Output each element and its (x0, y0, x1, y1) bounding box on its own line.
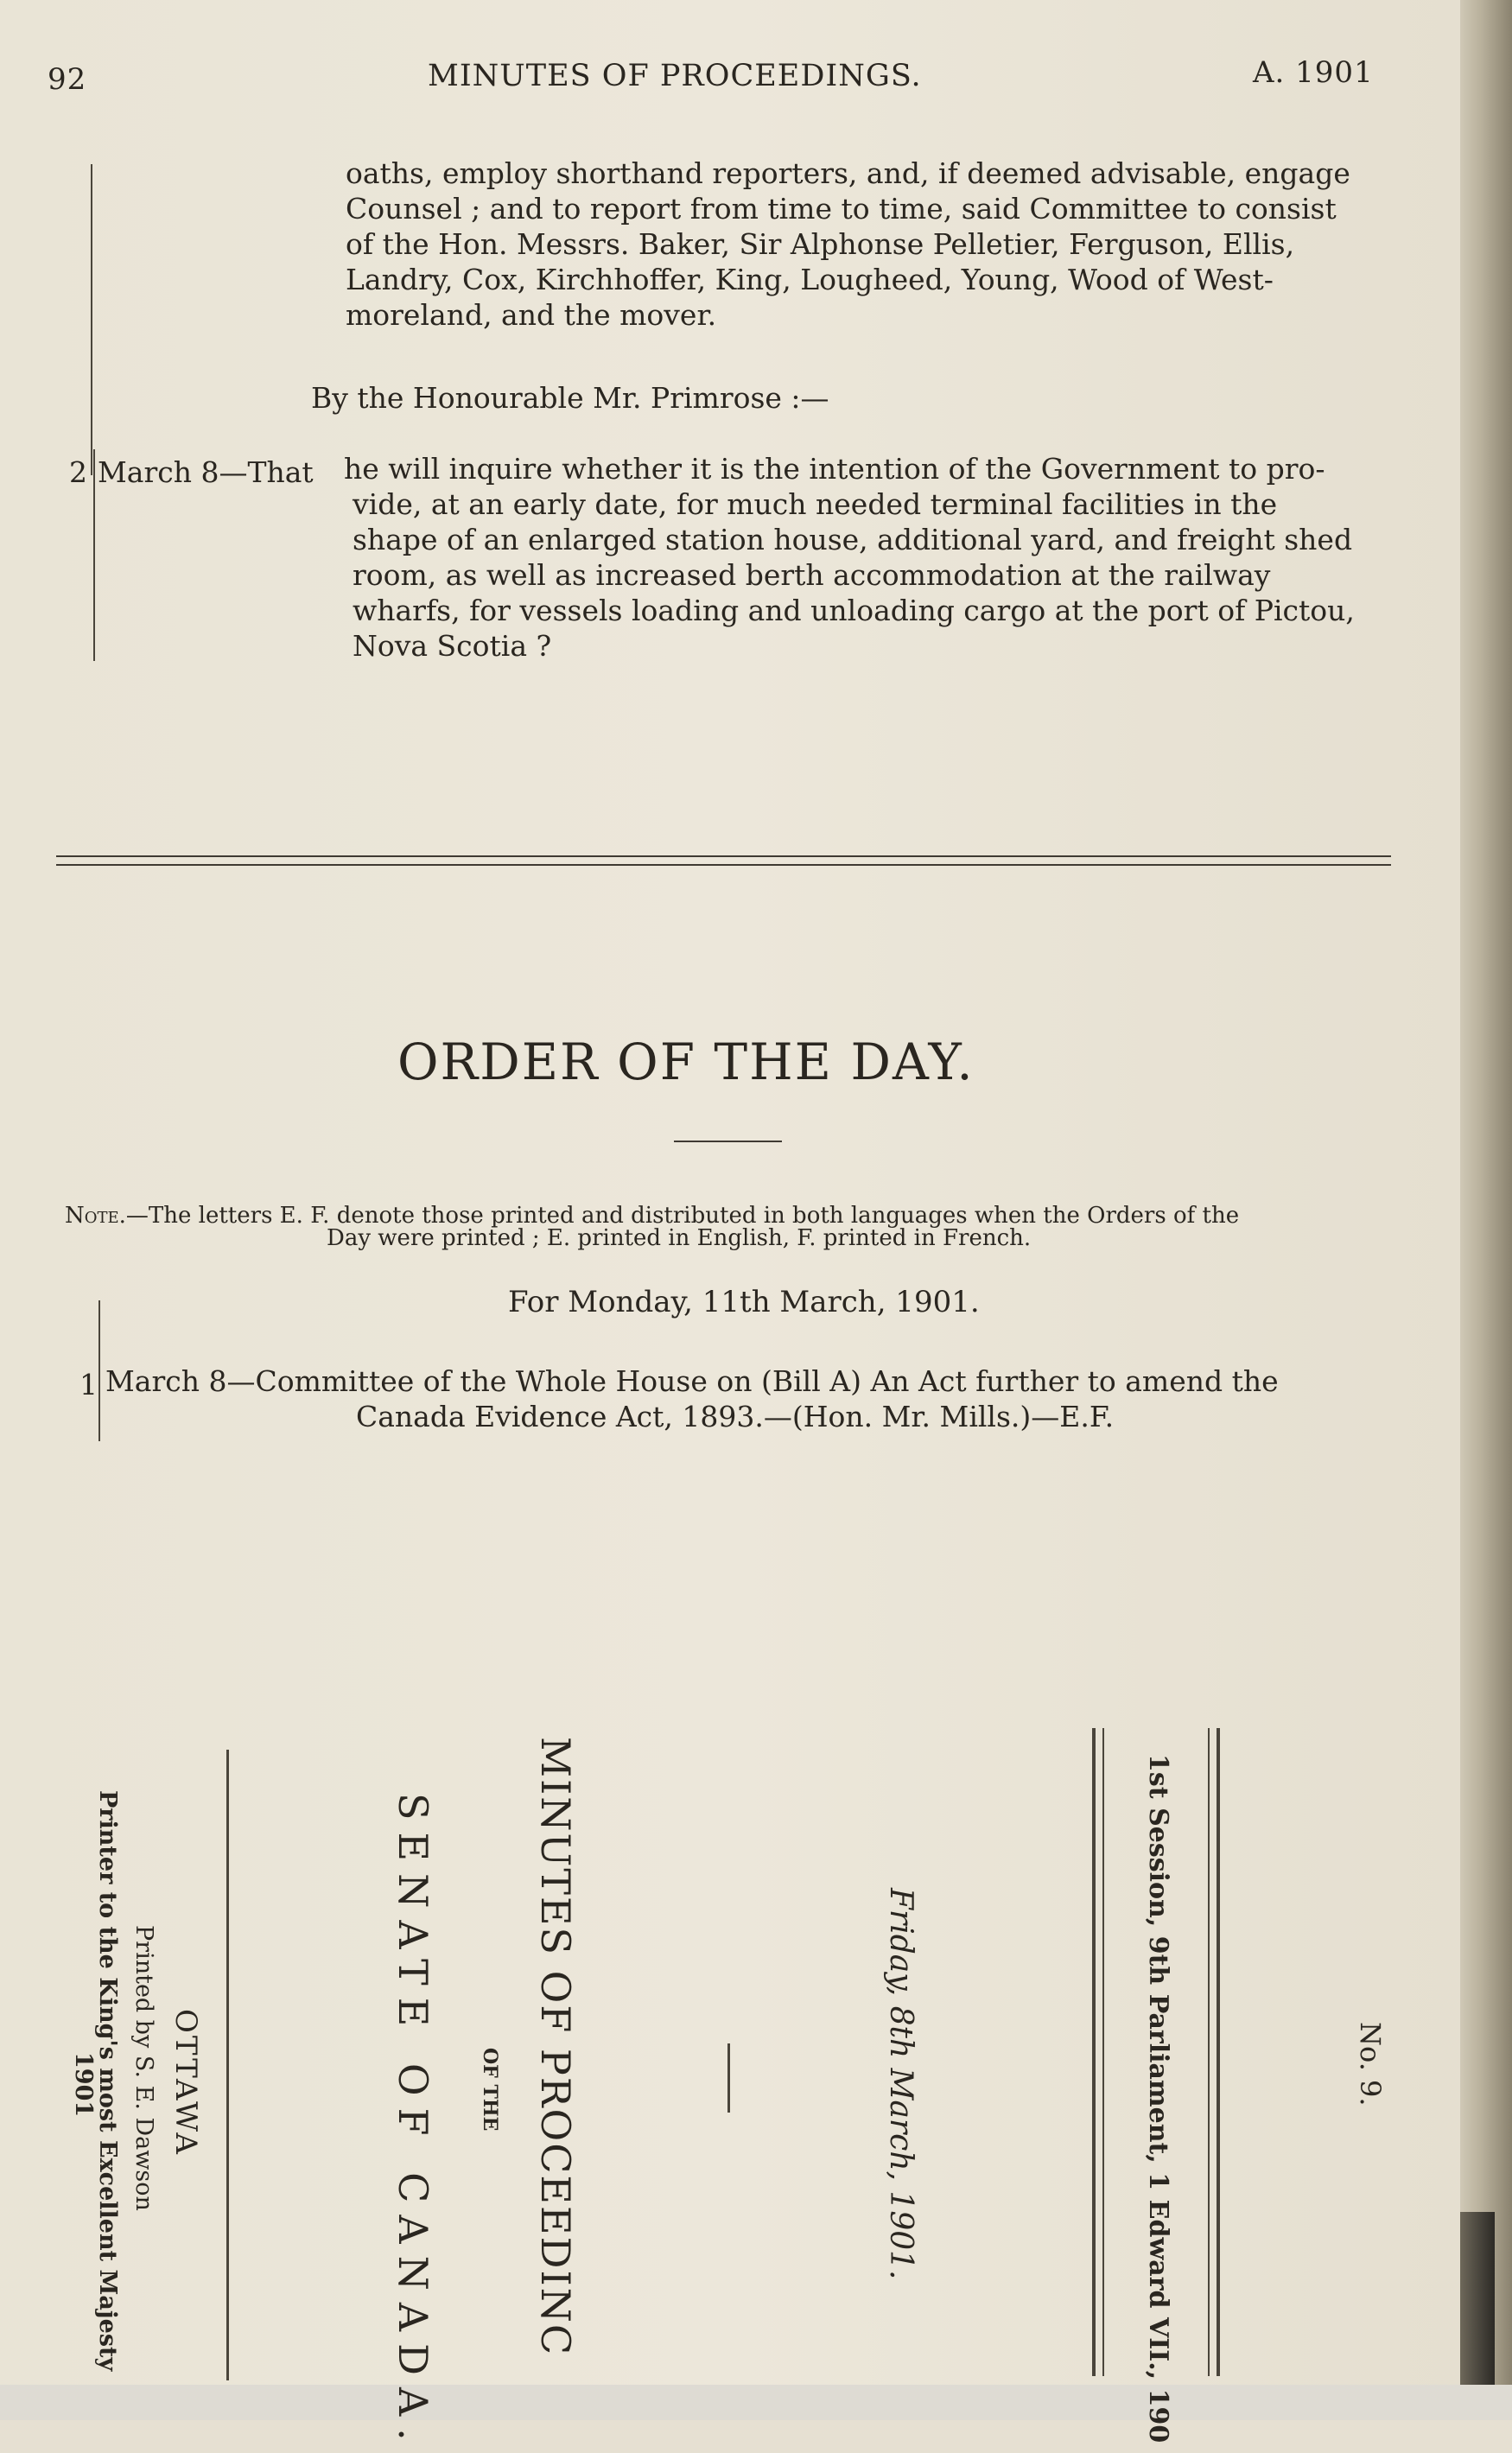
heading-rule (674, 1141, 782, 1142)
page-number: 92 (48, 62, 87, 97)
primrose-line: vide, at an early date, for much needed terminal facilities in the (353, 487, 1278, 521)
scan-bottom-strip (0, 2385, 1512, 2420)
cover-date: Friday, 8th March, 1901. (883, 1888, 918, 2280)
primrose-date: March 8—That (98, 455, 314, 489)
cover-of-the: OF THE (479, 2048, 501, 2132)
primrose-line: room, as well as increased berth accommodation at the railway (353, 558, 1271, 592)
primrose-first-line: he will inquire whether it is the intention of the Government to pro- (344, 452, 1325, 486)
item-line-1: March 8—Committee of the Whole House on (Bill A) An Act further to amend the (105, 1364, 1279, 1398)
primrose-by-line: By the Honourable Mr. Primrose :— (311, 381, 829, 415)
motion-line: Landry, Cox, Kirchhoffer, King, Lougheed, Young, Wood of West- (346, 263, 1274, 296)
motion-line: oaths, employ shorthand reporters, and, if deemed advisable, engage (346, 156, 1350, 190)
cover-printed-by: Printed by S. E. Dawson (130, 1925, 157, 2211)
page-edge (1460, 0, 1512, 2420)
note-label: Note. (65, 1203, 126, 1229)
note-text: —The letters E. F. denote those printed and distributed in both languages when the Orders of the (125, 1203, 1240, 1229)
cover-rule-right (1217, 1728, 1220, 2376)
cover-printer-to: Printer to the King's most Excellent Majesty (94, 1790, 121, 2372)
cover-session: 1st Session, 9th Parliament, 1 Edward VII., 190 (1143, 1754, 1173, 2443)
motion-line: Counsel ; and to report from time to time, said Committee to consist (346, 192, 1337, 226)
cover-title: MINUTES OF PROCEEDINC (532, 1737, 579, 2357)
cover-year: 1901 (70, 2052, 97, 2118)
item-line-2: Canada Evidence Act, 1893.—(Hon. Mr. Mills.)—E.F. (356, 1400, 1115, 1433)
motion-line: moreland, and the mover. (346, 298, 717, 332)
motion-line: of the Hon. Messrs. Baker, Sir Alphonse Pelletier, Ferguson, Ellis, (346, 227, 1295, 261)
primrose-line: Nova Scotia ? (353, 629, 552, 663)
section-rule-top (56, 855, 1391, 857)
item-number: 1 (79, 1368, 98, 1401)
cover-rule-right-thin (1208, 1728, 1210, 2376)
for-date: For Monday, 11th March, 1901. (508, 1285, 980, 1319)
year-code: A. 1901 (1253, 55, 1374, 90)
primrose-number: 2 (69, 455, 87, 489)
margin-rule (91, 164, 92, 475)
primrose-line: wharfs, for vessels loading and unloading cargo at the port of Pictou, (353, 594, 1355, 627)
page-title: MINUTES OF PROCEEDINGS. (428, 59, 922, 93)
cover-number: No. 9. (1354, 2022, 1387, 2107)
section-rule-bottom (56, 864, 1391, 866)
cover-rule-left-thin (1102, 1728, 1104, 2376)
note-line-2: Day were printed ; E. printed in English, F. printed in French. (327, 1225, 1032, 1251)
margin-rule (93, 449, 95, 661)
order-heading: ORDER OF THE DAY. (397, 1033, 975, 1091)
cover-city: OTTAWA (168, 2009, 203, 2157)
primrose-line: shape of an enlarged station house, additional yard, and freight shed (353, 523, 1353, 556)
cover-senate: SENATE OF CANADA. (390, 1793, 436, 2453)
cover-short-rule (727, 2043, 730, 2113)
cover-rule-far-left (226, 1750, 229, 2380)
margin-rule (98, 1300, 100, 1441)
cover-rule-left (1092, 1728, 1096, 2376)
